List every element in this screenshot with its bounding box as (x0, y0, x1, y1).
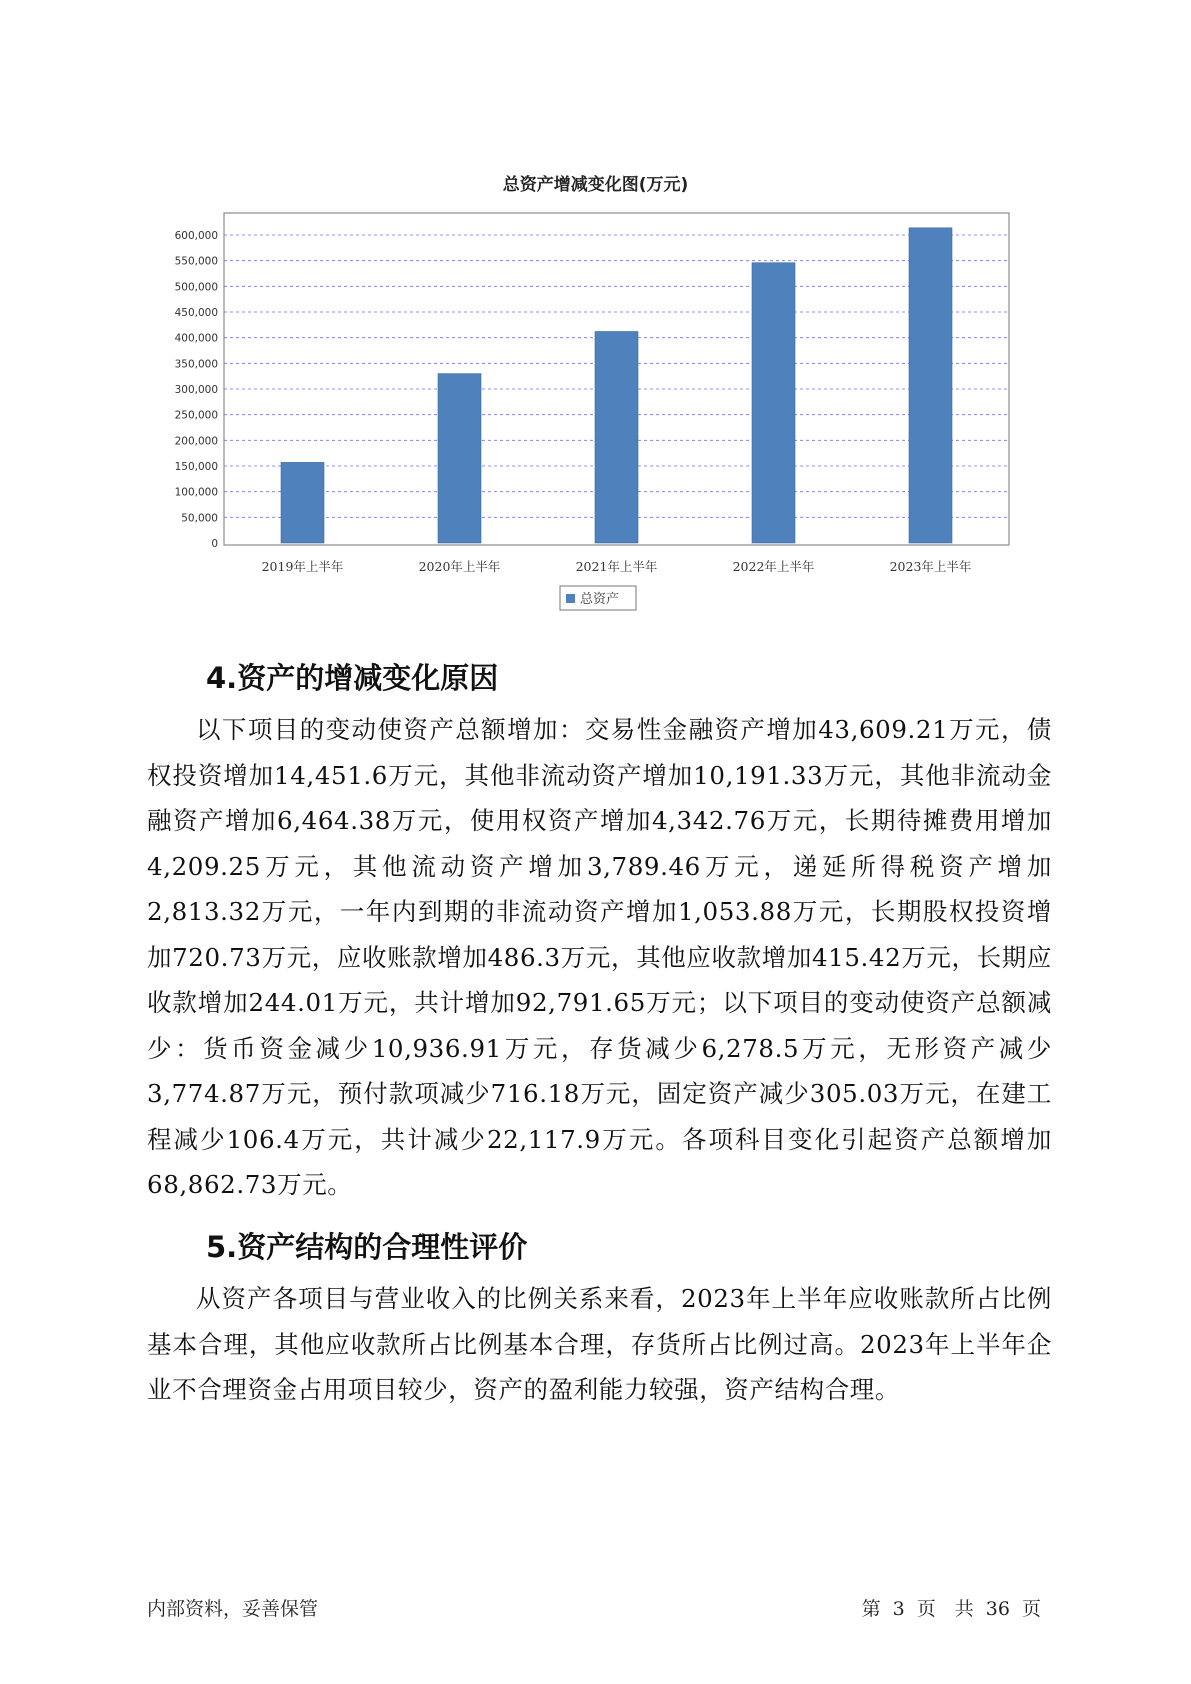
x-tick-label: 2019年上半年 (261, 559, 344, 574)
y-tick-label: 200,000 (174, 435, 218, 448)
y-tick-label: 100,000 (174, 486, 218, 499)
section-heading-4: 4.资产的增减变化原因 (206, 661, 499, 695)
y-tick-label: 600,000 (174, 230, 218, 242)
x-tick-label: 2023年上半年 (889, 559, 972, 574)
x-tick-label: 2022年上半年 (732, 559, 815, 574)
y-tick-label: 250,000 (174, 409, 218, 422)
y-tick-label: 550,000 (174, 255, 218, 268)
footer-confidential-note: 内部资料，妥善保管 (147, 1598, 319, 1620)
y-tick-label: 400,000 (174, 332, 218, 345)
x-tick-label: 2021年上半年 (575, 559, 658, 574)
total-assets-bar-chart (0, 0, 1191, 640)
footer-page-number: 第 3 页 共 36 页 (861, 1598, 1041, 1620)
bar-2019年上半年 (281, 462, 324, 543)
legend-swatch (566, 594, 575, 603)
y-tick-label: 0 (211, 538, 218, 550)
bar-2020年上半年 (438, 374, 481, 543)
y-tick-label: 350,000 (174, 358, 218, 371)
x-tick-label: 2020年上半年 (418, 559, 501, 574)
y-tick-label: 450,000 (174, 307, 218, 319)
legend-label: 总资产 (580, 592, 620, 607)
y-tick-label: 150,000 (174, 461, 218, 473)
section-5-paragraph: 从资产各项目与营业收入的比例关系来看，2023年上半年应收账款所占比例基本合理，其他应收款所占比例基本合理，存货所占比例过高。2023年上半年企业不合理资金占用项目较少，资产的盈利能力较强，资产结构合理。 (147, 1284, 1052, 1404)
bar-2021年上半年 (595, 332, 638, 543)
y-tick-label: 300,000 (174, 384, 218, 396)
bar-2022年上半年 (752, 263, 795, 543)
chart-title: 总资产增减变化图(万元) (502, 175, 689, 195)
section-heading-5: 5.资产结构的合理性评价 (206, 1230, 528, 1264)
section-4-paragraph: 以下项目的变动使资产总额增加：交易性金融资产增加43,609.21万元，债权投资增加14,451.6万元，其他非流动资产增加10,191.33万元，其他非流动金融资产增加6,464.38万元，使用权资产增加4,342.76万元，长期待摊费用增加4,209.25万元，其他流动资产增加3,789.46万元，递延所得税资产增加2,813.32万元，一年内到期的非流动资产增加1,053.88万元，长期股权投资增加720.73万元，应收账款增加486.3万元，其他应收款增加415.42万元，长期应收款增加244.01万元，共计增加92,791.65万元；以下项目的变动使资产总额减少：货币资金减少10,936.91万元，存货减少6,278.5万元，无形资产减少3,774.87万元，预付款项减少716.18万元，固定资产减少305.03万元，在建工程减少106.4万元，共计减少22,117.9万元。各项科目变化引起资产总额增加68,862.73万元。 (147, 715, 1052, 1199)
y-tick-label: 500,000 (174, 281, 218, 294)
bar-2023年上半年 (909, 228, 952, 543)
y-tick-label: 50,000 (181, 512, 218, 525)
